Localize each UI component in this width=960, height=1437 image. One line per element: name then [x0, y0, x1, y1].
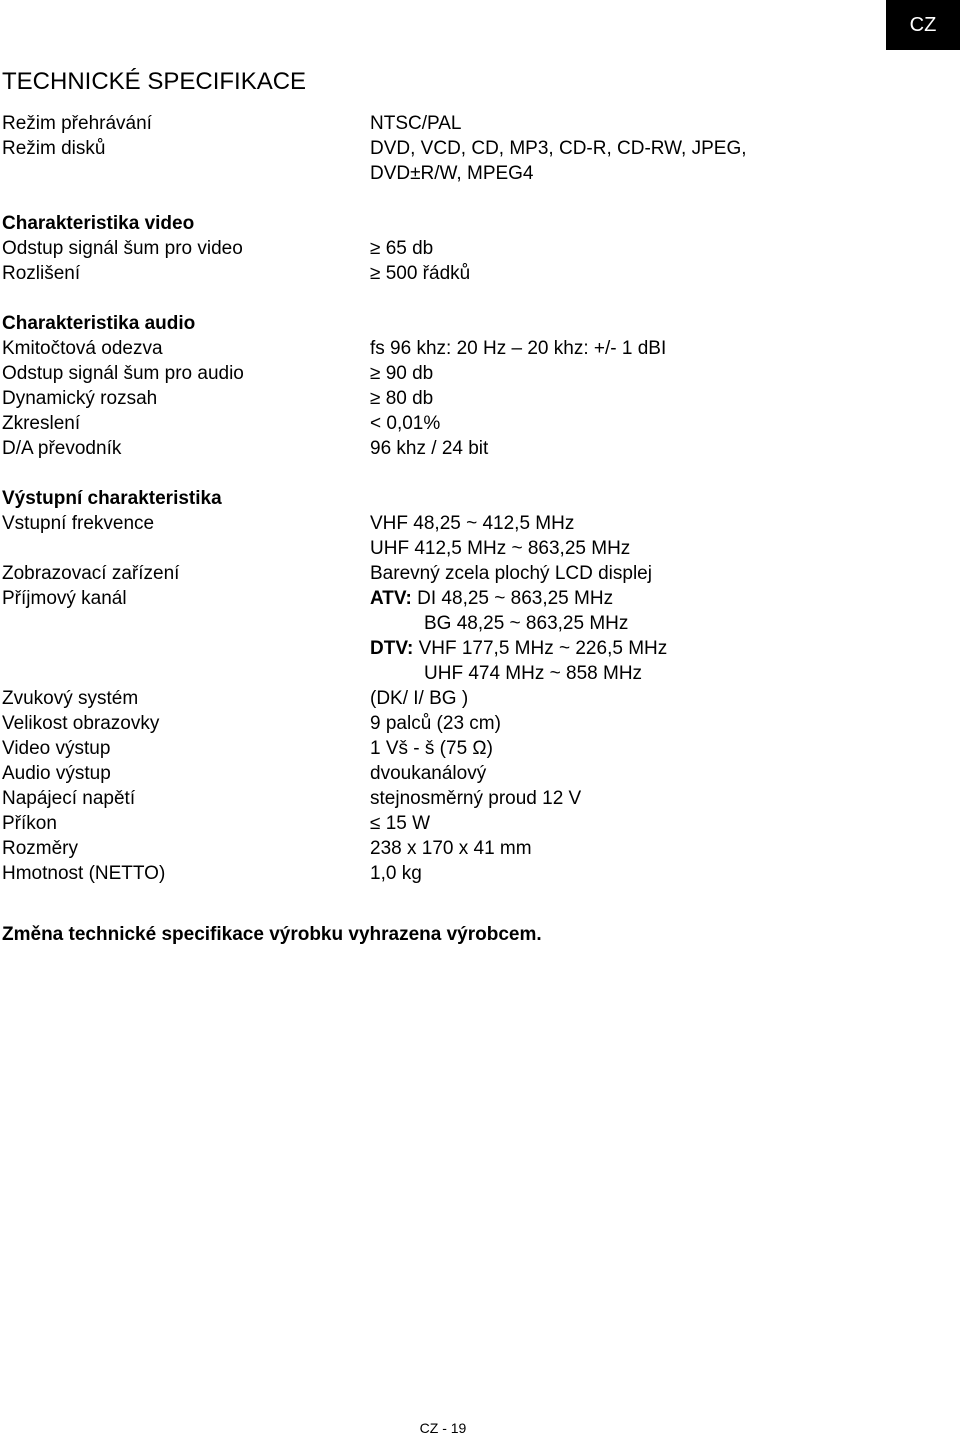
page-number: CZ - 19 [419, 1420, 467, 1436]
atv-line-1: DI 48,25 ~ 863,25 MHz [417, 588, 614, 609]
spec-value: < 0,01% [370, 413, 441, 434]
spec-value: ≥ 90 db [370, 363, 434, 384]
spec-value [370, 586, 613, 611]
dtv-line-2: UHF 474 MHz ~ 858 MHz [424, 663, 643, 684]
spec-label: Režim disků [2, 138, 106, 159]
spec-label: Video výstup [2, 738, 111, 759]
spec-label: Kmitočtová odezva [2, 338, 163, 359]
spec-value: (DK/ I/ BG ) [370, 688, 469, 709]
section-heading-audio: Charakteristika audio [2, 313, 196, 334]
spec-label: Rozměry [2, 838, 79, 859]
page-number-wrapper [0, 1420, 880, 1436]
spec-value: stejnosměrný proud 12 V [370, 788, 582, 809]
spec-label: Režim přehrávání [2, 113, 152, 134]
dtv-line-1-wrapper [370, 636, 667, 661]
spec-value: Barevný zcela plochý LCD displej [370, 563, 652, 584]
atv-line-2: BG 48,25 ~ 863,25 MHz [424, 613, 629, 634]
spec-label: Dynamický rozsah [2, 388, 158, 409]
spec-value: fs 96 khz: 20 Hz – 20 khz: +/- 1 dBI [370, 338, 667, 359]
spec-label: Zobrazovací zařízení [2, 563, 180, 584]
dtv-line-1: VHF 177,5 MHz ~ 226,5 MHz [418, 638, 668, 659]
spec-value: 1 Vš - š (75 Ω) [370, 738, 493, 759]
spec-value-continuation: DVD±R/W, MPEG4 [370, 163, 534, 184]
spec-value: ≥ 80 db [370, 388, 434, 409]
spec-value: 9 palců (23 cm) [370, 713, 501, 734]
page-title: TECHNICKÉ SPECIFIKACE [2, 68, 307, 95]
spec-label: Zkreslení [2, 413, 81, 434]
spec-value: DVD, VCD, CD, MP3, CD-R, CD-RW, JPEG, [370, 138, 747, 159]
dtv-prefix: DTV: [370, 638, 414, 659]
spec-value: ≤ 15 W [370, 813, 431, 834]
language-badge: CZ [886, 0, 960, 50]
spec-label: Napájecí napětí [2, 788, 136, 809]
spec-value: dvoukanálový [370, 763, 487, 784]
spec-label: Hmotnost (NETTO) [2, 863, 166, 884]
spec-value: VHF 48,25 ~ 412,5 MHz [370, 513, 575, 534]
spec-label: Odstup signál šum pro video [2, 238, 243, 259]
section-heading-video: Charakteristika video [2, 213, 195, 234]
spec-value: 96 khz / 24 bit [370, 438, 489, 459]
spec-label: Velikost obrazovky [2, 713, 160, 734]
spec-label: Odstup signál šum pro audio [2, 363, 244, 384]
spec-label: Zvukový systém [2, 688, 139, 709]
atv-prefix: ATV: [370, 588, 412, 609]
footer-note: Změna technické specifikace výrobku vyhrazena výrobcem. [2, 924, 542, 945]
spec-label: Rozlišení [2, 263, 81, 284]
spec-value: 238 x 170 x 41 mm [370, 838, 532, 859]
spec-value: ≥ 500 řádků [370, 263, 471, 284]
spec-value: ≥ 65 db [370, 238, 434, 259]
spec-label: Příkon [2, 813, 57, 834]
spec-value-continuation: UHF 412,5 MHz ~ 863,25 MHz [370, 538, 631, 559]
spec-value: 1,0 kg [370, 863, 422, 884]
section-heading-output: Výstupní charakteristika [2, 488, 222, 509]
spec-label: D/A převodník [2, 438, 122, 459]
spec-label: Audio výstup [2, 763, 111, 784]
spec-label: Příjmový kanál [2, 588, 127, 609]
spec-label: Vstupní frekvence [2, 513, 155, 534]
spec-value: NTSC/PAL [370, 113, 462, 134]
